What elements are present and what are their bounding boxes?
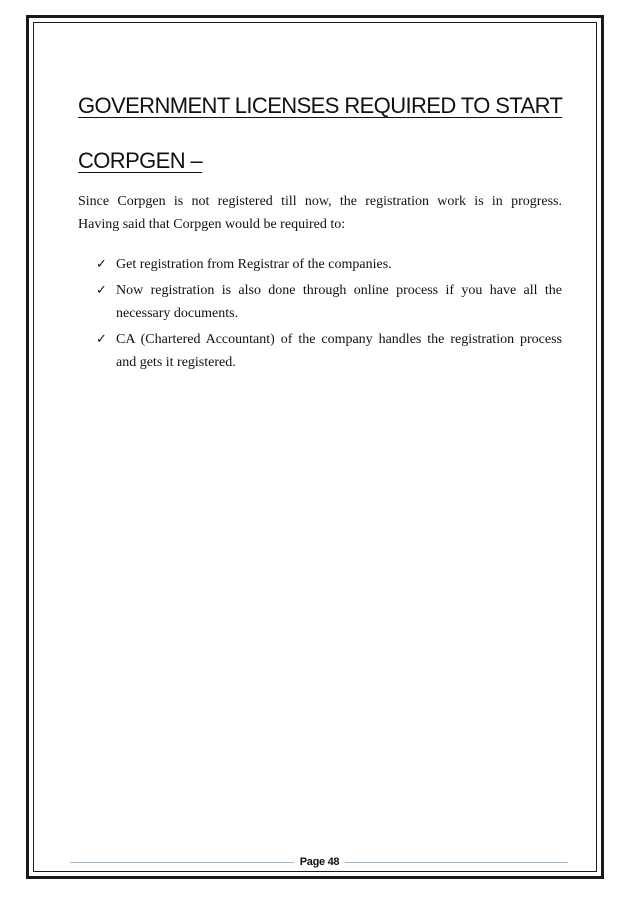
footer-rule-right <box>345 862 568 863</box>
intro-paragraph-line2: Having said that Corpgen would be required to: <box>78 217 346 232</box>
section-heading-line2: CORPGEN – <box>78 148 203 173</box>
checkmark-icon: ✓ <box>96 257 107 272</box>
checkmark-icon: ✓ <box>96 283 107 298</box>
requirements-checklist <box>96 253 562 377</box>
page-number: Page 48 <box>299 856 340 868</box>
checklist-item <box>96 279 562 325</box>
intro-paragraph-line1: Since Corpgen is not registered till now, the registration work is in progress. <box>78 194 562 209</box>
checklist-item <box>96 328 562 374</box>
checklist-item-text: CA (Chartered Accountant) of the company handles the registration process and gets it registered. <box>116 332 562 370</box>
section-heading-line1: GOVERNMENT LICENSES REQUIRED TO START <box>78 93 563 118</box>
checklist-item-text: Now registration is also done through online process if you have all the necessary documents. <box>116 283 562 321</box>
checklist-item <box>96 253 562 276</box>
checklist-item-text: Get registration from Registrar of the companies. <box>116 257 392 272</box>
checkmark-icon: ✓ <box>96 332 107 347</box>
footer-rule-left <box>70 862 294 863</box>
